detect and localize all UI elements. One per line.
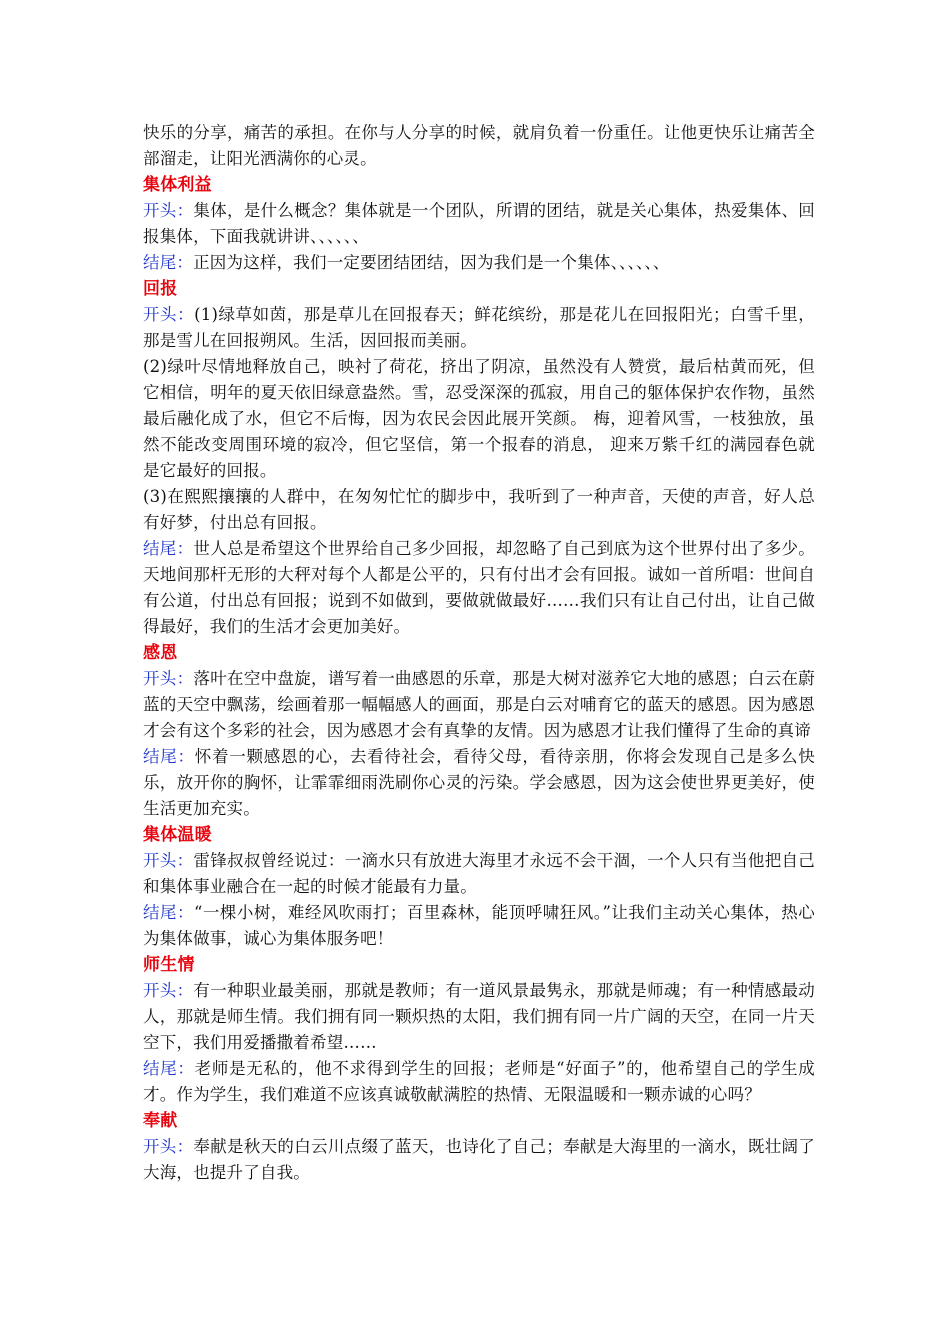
paragraph-text: “一棵小树，难经风吹雨打；百里森林，能顶呼啸狂风。”让我们主动关心集体，热心为集体做事，诚心为集体服务吧！: [143, 903, 815, 948]
section-heading: 集体利益: [143, 175, 212, 195]
paragraph-label: 开头：: [143, 669, 194, 688]
section-paragraph: [143, 354, 815, 484]
paragraph-text: 快乐的分享，痛苦的承担。在你与人分享的时候，就肩负着一份重任。让他更快乐让痛苦全部溜走，让阳光洒满你的心灵。: [143, 123, 815, 168]
paragraph-text: 老师是无私的，他不求得到学生的回报；老师是“好面子”的，他希望自己的学生成才。作为学生，我们难道不应该真诚敬献满腔的热情、无限温暖和一颗赤诚的心吗？: [143, 1059, 815, 1104]
section-paragraph: [143, 900, 815, 952]
paragraph-label: 结尾：: [143, 253, 194, 272]
paragraph-label: 结尾：: [143, 747, 195, 766]
section-heading: 回报: [143, 279, 178, 299]
paragraph-text: 奉献是秋天的白云川点缀了蓝天，也诗化了自己；奉献是大海里的一滴水，既壮阔了大海，也提升了自我。: [143, 1137, 815, 1182]
paragraph-text: 正因为这样，我们一定要团结团结，因为我们是一个集体、、、、、、: [193, 253, 670, 272]
section-paragraph: [143, 1056, 815, 1108]
section-paragraph: [143, 302, 815, 354]
paragraph-label: 开头：: [143, 305, 195, 324]
paragraph-label: 开头：: [143, 1137, 194, 1156]
section-paragraph: [143, 848, 815, 900]
paragraph-label: 结尾：: [143, 903, 194, 922]
section-heading: 奉献: [143, 1111, 178, 1131]
paragraph-text: 雷锋叔叔曾经说过：一滴水只有放进大海里才永远不会干涸，一个人只有当他把自己和集体事业融合在一起的时候才能最有力量。: [143, 851, 815, 896]
section-heading: 师生情: [143, 955, 195, 975]
section-heading: 集体温暖: [143, 825, 212, 845]
section-paragraph: [143, 744, 815, 822]
document-page: [143, 120, 815, 1186]
section-paragraph: [143, 198, 815, 250]
section-paragraph: [143, 484, 815, 536]
section-paragraph: [143, 536, 815, 640]
section-paragraph: [143, 120, 815, 172]
paragraph-label: 结尾：: [143, 1059, 195, 1078]
paragraph-text: (1)绿草如茵，那是草儿在回报春天；鲜花缤纷，那是花儿在回报阳光；白雪千里，那是雪儿在回报朔风。生活，因回报而美丽。: [143, 305, 815, 350]
section-paragraph: [143, 250, 815, 276]
section-heading: 感恩: [143, 643, 178, 663]
paragraph-text: 集体，是什么概念？集体就是一个团队，所谓的团结，就是关心集体，热爱集体、回报集体，下面我就讲讲、、、、、、: [143, 201, 815, 246]
paragraph-text: 落叶在空中盘旋，谱写着一曲感恩的乐章，那是大树对滋养它大地的感恩；白云在蔚蓝的天空中飘荡，绘画着那一幅幅感人的画面，那是白云对哺育它的蓝天的感恩。因为感恩才会有这个多彩的社会，因为感恩才会有真挚的友情。因为感恩才让我们懂得了生命的真谛: [143, 669, 815, 740]
section-paragraph: [143, 978, 815, 1056]
paragraph-text: (3)在熙熙攘攘的人群中，在匆匆忙忙的脚步中，我听到了一种声音，天使的声音，好人总有好梦，付出总有回报。: [143, 487, 815, 532]
paragraph-label: 结尾：: [143, 539, 194, 558]
section-paragraph: [143, 666, 815, 744]
paragraph-text: 怀着一颗感恩的心，去看待社会，看待父母，看待亲朋，你将会发现自己是多么快乐，放开你的胸怀，让霏霏细雨洗刷你心灵的污染。学会感恩，因为这会使世界更美好，使生活更加充实。: [143, 747, 815, 818]
paragraph-text: 有一种职业最美丽，那就是教师；有一道风景最隽永，那就是师魂；有一种情感最动人，那就是师生情。我们拥有同一颗炽热的太阳，我们拥有同一片广阔的天空，在同一片天空下，我们用爱播撒着希望……: [143, 981, 815, 1052]
paragraph-text: (2)绿叶尽情地释放自己，映衬了荷花，挤出了阴凉，虽然没有人赞赏，最后枯黄而死，但它相信，明年的夏天依旧绿意盎然。雪，忍受深深的孤寂，用自己的躯体保护农作物，虽然最后融化成了水，但它不后悔，因为农民会因此展开笑颜。 梅，迎着风雪，一枝独放，虽然不能改变周围环境的寂冷，但它坚信，第一个报春的消息， 迎来万紫千红的满园春色就是它最好的回报。: [143, 357, 815, 480]
section-paragraph: [143, 1134, 815, 1186]
paragraph-text: 世人总是希望这个世界给自己多少回报，却忽略了自己到底为这个世界付出了多少。天地间那杆无形的大秤对每个人都是公平的，只有付出才会有回报。诚如一首所唱：世间自有公道，付出总有回报；说到不如做到，要做就做最好……我们只有让自己付出，让自己做得最好，我们的生活才会更加美好。: [143, 539, 815, 636]
paragraph-label: 开头：: [143, 981, 194, 1000]
paragraph-label: 开头：: [143, 201, 194, 220]
paragraph-label: 开头：: [143, 851, 194, 870]
